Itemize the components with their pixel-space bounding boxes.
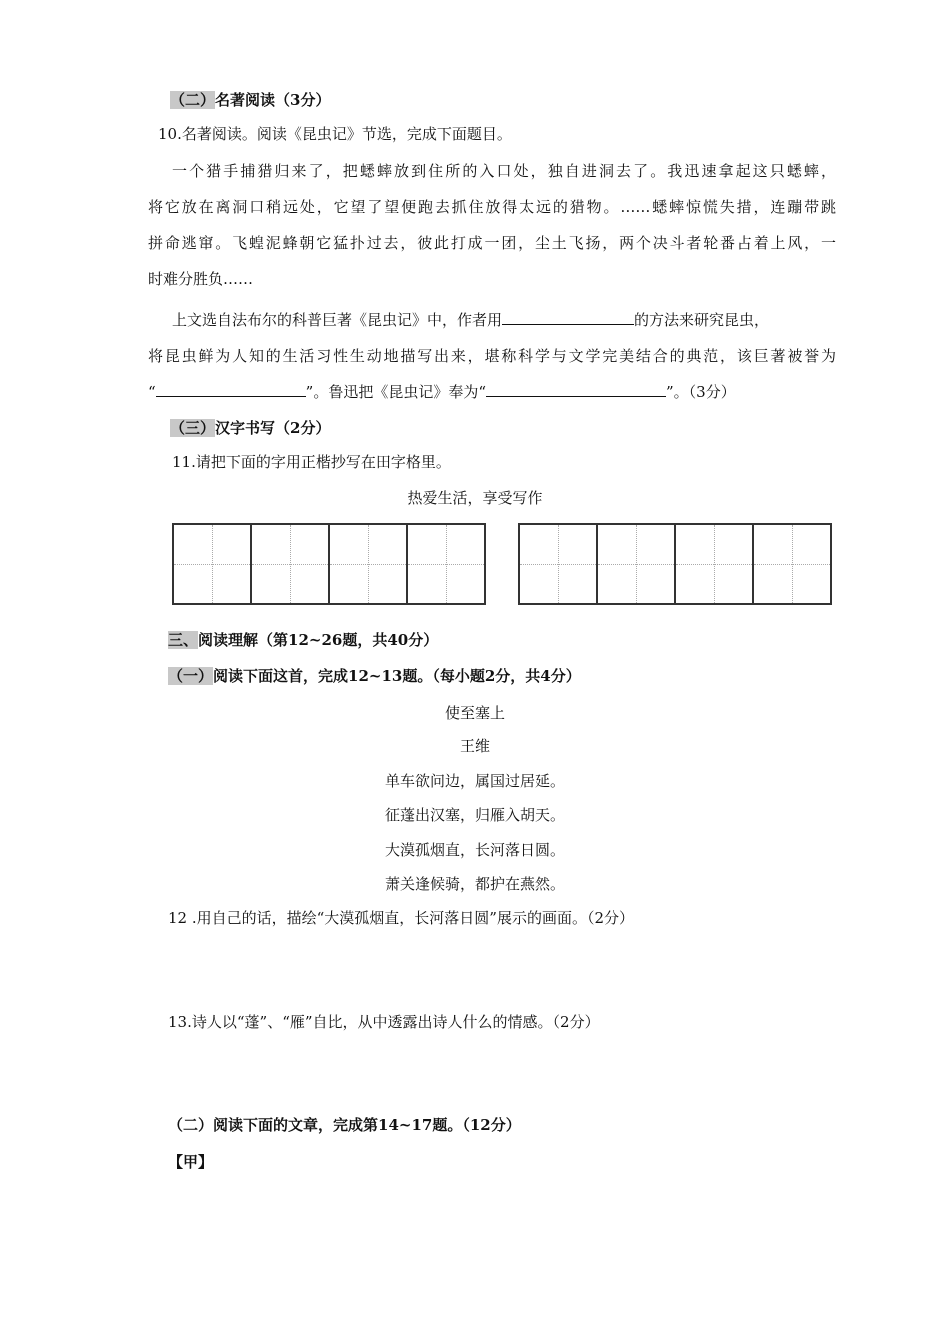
passage-line: 将它放在离洞口稍远处，它望了望便跑去抓住放得太远的猎物。……蟋蟀惊慌失措，连蹦带跳	[148, 198, 836, 216]
text: “	[148, 383, 156, 401]
passage-line: 拼命逃窜。飞蝗泥蜂朝它猛扑过去，彼此打成一团，尘土飞扬，两个决斗者轮番占着上风，一	[148, 234, 836, 252]
q10-prompt: 10.名著阅读。阅读《昆虫记》节选，完成下面题目。	[158, 125, 512, 143]
poem-line: 大漠孤烟直，长河落日圆。	[384, 841, 565, 859]
section-number: 三、	[168, 631, 199, 649]
text: ”。鲁迅把《昆虫记》奉为“	[305, 383, 487, 401]
part-heading-reading	[168, 630, 438, 650]
tianzige-cell[interactable]	[596, 523, 676, 605]
section-title: 阅读理解（第12~26题，共40分）	[198, 631, 439, 649]
section-number: （三）	[170, 419, 216, 437]
tianzige-cell[interactable]	[518, 523, 598, 605]
text: ”。（3分）	[666, 383, 736, 401]
q13-prompt: 13.诗人以“蓬”、“雁”自比，从中透露出诗人什么的情感。（2分）	[168, 1013, 600, 1031]
section-title: 阅读下面这首，完成12~13题。（每小题2分，共4分）	[213, 667, 581, 685]
answer-blank-title[interactable]	[156, 382, 306, 397]
tianzige-cell[interactable]	[674, 523, 754, 605]
tianzige-cell[interactable]	[752, 523, 832, 605]
tianzige-cell[interactable]	[328, 523, 408, 605]
passage-line: 时难分胜负……	[148, 270, 254, 288]
q11-phrase: 热爱生活，享受写作	[407, 489, 543, 507]
q10-question-line	[172, 310, 769, 330]
poem-title: 使至塞上	[444, 704, 505, 722]
section-heading-article: （二）阅读下面的文章，完成第14~17题。（12分）	[168, 1116, 521, 1134]
text: 的方法来研究昆虫，	[634, 311, 770, 329]
q11-prompt: 11.请把下面的字用正楷抄写在田字格里。	[172, 453, 451, 471]
section-heading-classics	[170, 90, 330, 110]
q10-question-line: 将昆虫鲜为人知的生活习性生动地描写出来，堪称科学与文学完美结合的典范，该巨著被誉为	[148, 347, 836, 365]
poem-line: 萧关逢候骑，都护在燕然。	[384, 875, 565, 893]
poem-author: 王维	[459, 737, 490, 755]
poem-line: 征蓬出汉塞，归雁入胡天。	[384, 806, 565, 824]
tianzige-grid-left	[174, 523, 486, 605]
section-number: （一）	[168, 667, 214, 685]
passage-label-jia: 【甲】	[168, 1153, 214, 1171]
section-number: （二）	[170, 91, 216, 109]
q10-question-line	[148, 382, 736, 402]
tianzige-cell[interactable]	[250, 523, 330, 605]
q12-prompt: 12 .用自己的话，描绘“大漠孤烟直，长河落日圆”展示的画面。（2分）	[168, 909, 635, 927]
poem-line: 单车欲问边，属国过居延。	[384, 772, 565, 790]
tianzige-grid-right	[520, 523, 832, 605]
text: 上文选自法布尔的科普巨著《昆虫记》中，作者用	[172, 311, 503, 329]
tianzige-cell[interactable]	[172, 523, 252, 605]
section-title: 汉字书写（2分）	[215, 419, 331, 437]
section-title: 名著阅读（3分）	[215, 91, 331, 109]
passage-line: 一个猎手捕猎归来了，把蟋蟀放到住所的入口处，独自进洞去了。我迅速拿起这只蟋蟀，	[172, 162, 836, 180]
answer-blank-method[interactable]	[502, 310, 634, 325]
section-heading-writing	[170, 418, 330, 438]
section-heading-poem	[168, 666, 581, 686]
tianzige-cell[interactable]	[406, 523, 486, 605]
answer-blank-lu-xun[interactable]	[486, 382, 666, 397]
